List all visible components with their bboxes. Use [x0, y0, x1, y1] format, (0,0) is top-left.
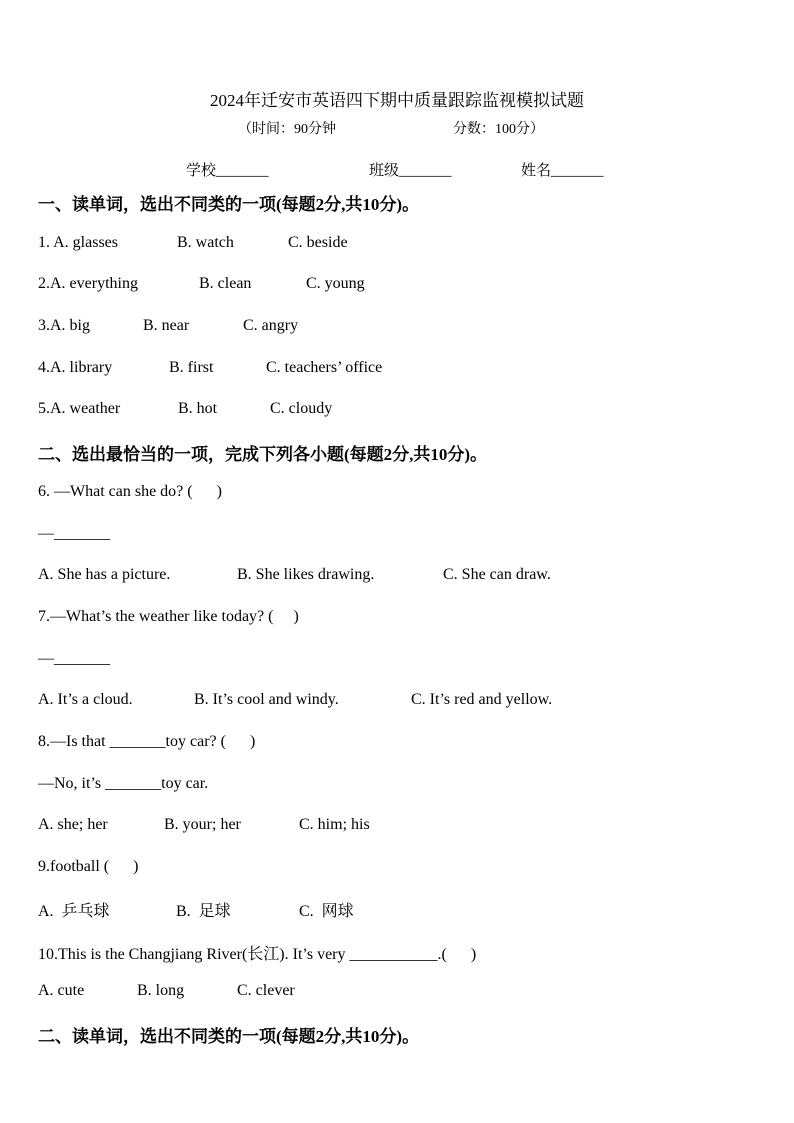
q9-c: C. 网球	[299, 903, 354, 920]
q8-answer: —No, it’s _______toy car.	[38, 775, 209, 792]
q7-answer-line: —_______	[38, 650, 110, 667]
q2-a: 2.A. everything	[38, 275, 138, 292]
q7-a: A. It’s a cloud.	[38, 691, 133, 708]
q2-c: C. young	[306, 275, 365, 292]
q10-c: C. clever	[237, 982, 295, 999]
q8-stem: 8.—Is that _______toy car? ( )	[38, 733, 256, 750]
q8-b: B. your; her	[164, 816, 241, 833]
q6-a: A. She has a picture.	[38, 566, 171, 583]
q1-a: 1. A. glasses	[38, 234, 118, 251]
name-field: 姓名_______	[521, 163, 604, 179]
q3-a: 3.A. big	[38, 317, 90, 334]
q9-stem: 9.football ( )	[38, 858, 139, 875]
q7-b: B. It’s cool and windy.	[194, 691, 339, 708]
q9-a: A. 乒乓球	[38, 903, 110, 920]
q5-b: B. hot	[178, 400, 218, 417]
q10-stem: 10.This is the Changjiang River(长江). It’s very ___________.( )	[38, 946, 477, 963]
exam-title: 2024年迁安市英语四下期中质量跟踪监视模拟试题	[210, 91, 584, 110]
q4-c: C. teachers’ office	[266, 359, 383, 376]
q2-b: B. clean	[199, 275, 252, 292]
q8-a: A. she; her	[38, 816, 108, 833]
q10-a: A. cute	[38, 982, 85, 999]
section2-heading: 二、选出最恰当的一项，完成下列各小题(每题2分,共10分)。	[38, 445, 488, 464]
q6-b: B. She likes drawing.	[237, 566, 375, 583]
q7-stem: 7.—What’s the weather like today? ( )	[38, 608, 299, 625]
exam-score: 分数：100分）	[453, 122, 544, 137]
q10-b: B. long	[137, 982, 185, 999]
q4-b: B. first	[169, 359, 214, 376]
q7-c: C. It’s red and yellow.	[411, 691, 553, 708]
q9-b: B. 足球	[176, 903, 231, 920]
q5-a: 5.A. weather	[38, 400, 121, 417]
section1-heading: 一、读单词，选出不同类的一项(每题2分,共10分)。	[38, 195, 420, 214]
q8-c: C. him; his	[299, 816, 370, 833]
q4-a: 4.A. library	[38, 359, 113, 376]
class-field: 班级_______	[369, 163, 452, 179]
q3-c: C. angry	[243, 317, 299, 334]
q6-answer-line: —_______	[38, 525, 110, 542]
q3-b: B. near	[143, 317, 190, 334]
q6-c: C. She can draw.	[443, 566, 551, 583]
q1-b: B. watch	[177, 234, 234, 251]
exam-time: （时间：90分钟	[238, 122, 336, 137]
q1-c: C. beside	[288, 234, 348, 251]
school-field: 学校_______	[186, 163, 269, 179]
q6-stem: 6. —What can she do? ( )	[38, 483, 222, 500]
q5-c: C. cloudy	[270, 400, 333, 417]
section3-heading: 二、读单词，选出不同类的一项(每题2分,共10分)。	[38, 1027, 420, 1046]
